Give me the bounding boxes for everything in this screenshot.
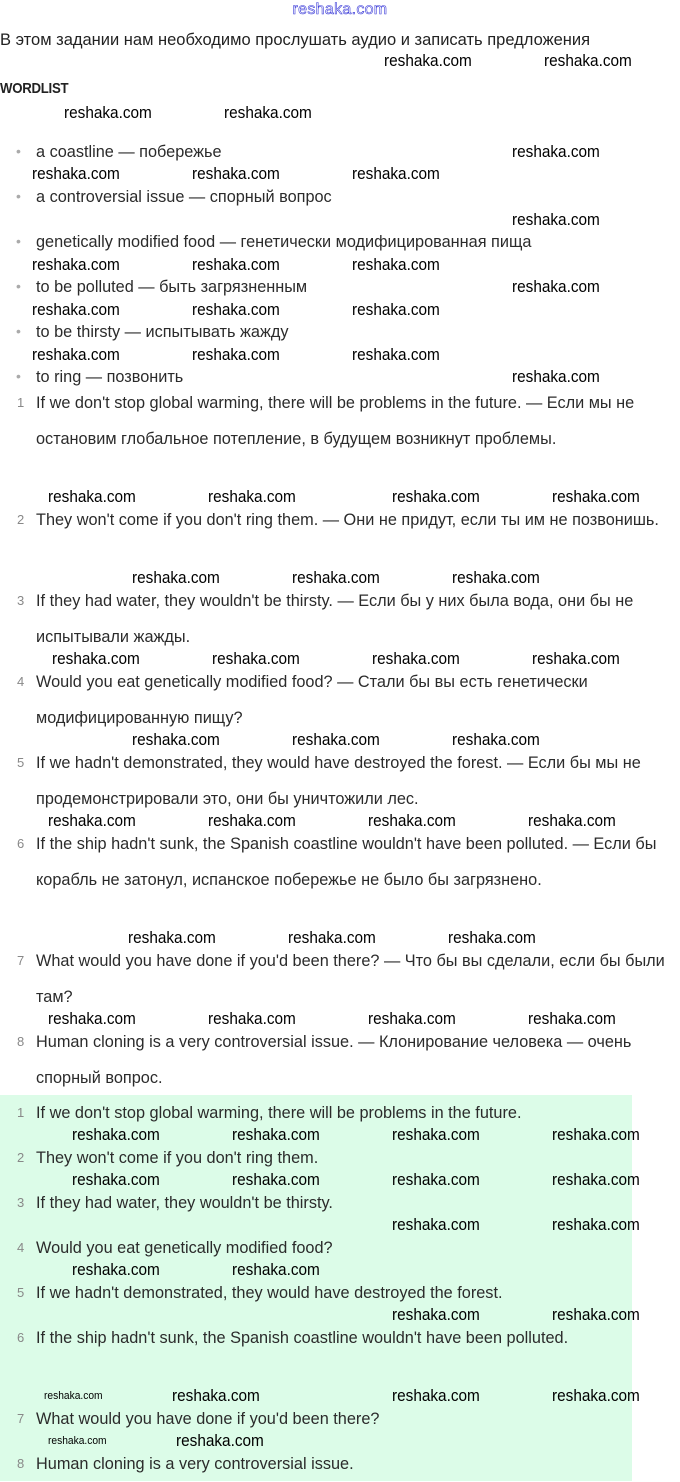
watermark-text: reshaka.com [552, 488, 640, 506]
item-number: 2 [17, 1150, 25, 1165]
watermark-text: reshaka.com [512, 278, 600, 296]
watermark-text: reshaka.com [552, 1171, 640, 1189]
answer-item: Would you eat genetically modified food? [36, 1239, 333, 1257]
item-number: 5 [17, 755, 25, 770]
watermark-text: reshaka.com [552, 1306, 640, 1324]
answer-item: If they had water, they wouldn't be thirsty. [36, 1194, 333, 1212]
watermark-text: reshaka.com [552, 1216, 640, 1234]
watermark-text: reshaka.com [532, 650, 620, 668]
translation-item: Would you eat genetically modified food? — Стали бы вы есть генетически модифицированную пищу? [36, 673, 588, 727]
watermark-text: reshaka.com [392, 1216, 480, 1234]
bullet-icon: • [16, 278, 21, 294]
watermark-text: reshaka.com [392, 1171, 480, 1189]
item-number: 1 [17, 1105, 25, 1120]
watermark-text: reshaka.com [352, 165, 440, 183]
watermark-text: reshaka.com [48, 1435, 107, 1447]
item-number: 3 [17, 593, 25, 608]
watermark-text: reshaka.com [352, 256, 440, 274]
answer-item: If we don't stop global warming, there will be problems in the future. [36, 1104, 522, 1122]
watermark-text: reshaka.com [72, 1261, 160, 1279]
watermark-text: reshaka.com [552, 1126, 640, 1144]
watermark-text: reshaka.com [192, 256, 280, 274]
item-number: 6 [17, 1330, 25, 1345]
watermark-text: reshaka.com [292, 731, 380, 749]
watermark-text: reshaka.com [544, 52, 632, 70]
watermark-text: reshaka.com [512, 211, 600, 229]
item-number: 8 [17, 1034, 25, 1049]
watermark-text: reshaka.com [192, 301, 280, 319]
answer-item: Human cloning is a very controversial issue. [36, 1455, 354, 1473]
watermark-text: reshaka.com [32, 256, 120, 274]
watermark-text: reshaka.com [392, 1306, 480, 1324]
watermark-text: reshaka.com [52, 650, 140, 668]
watermark-text: reshaka.com [192, 346, 280, 364]
watermark-text: reshaka.com [208, 488, 296, 506]
watermark-text: reshaka.com [32, 346, 120, 364]
translation-item: If we hadn't demonstrated, they would have destroyed the forest. — Если бы мы не продемонстрировали это, они бы уничтожили лес. [36, 754, 641, 808]
watermark-text: reshaka.com [384, 52, 472, 70]
watermark-text: reshaka.com [212, 650, 300, 668]
watermark-text: reshaka.com [368, 1010, 456, 1028]
watermark-text: reshaka.com [48, 1010, 136, 1028]
watermark-text: reshaka.com [512, 143, 600, 161]
watermark-text: reshaka.com [72, 1171, 160, 1189]
wordlist-item: a coastline — побережье [36, 143, 222, 161]
watermark-text: reshaka.com [372, 650, 460, 668]
wordlist-heading: WORDLIST [0, 80, 69, 97]
watermark-text: reshaka.com [208, 812, 296, 830]
translation-item: If the ship hadn't sunk, the Spanish coastline wouldn't have been polluted. — Если бы корабль не затонул, испанское побережье не было бы загрязнено. [36, 835, 657, 889]
item-number: 7 [17, 953, 25, 968]
bullet-icon: • [16, 323, 21, 339]
watermark-text: reshaka.com [292, 569, 380, 587]
watermark-text: reshaka.com [176, 1432, 264, 1450]
wordlist-item: a controversial issue — спорный вопрос [36, 188, 332, 206]
watermark-text: reshaka.com [48, 812, 136, 830]
watermark-text: reshaka.com [512, 368, 600, 386]
item-number: 3 [17, 1195, 25, 1210]
bullet-icon: • [16, 188, 21, 204]
translation-item: If they had water, they wouldn't be thirsty. — Если бы у них была вода, они бы не испытывали жажды. [36, 592, 634, 646]
answer-item: What would you have done if you'd been there? [36, 1410, 380, 1428]
wordlist-item: to ring — позвонить [36, 368, 184, 386]
watermark-text: reshaka.com [552, 1387, 640, 1405]
wordlist-item: to be polluted — быть загрязненным [36, 278, 308, 296]
item-number: 5 [17, 1285, 25, 1300]
watermark-text: reshaka.com [232, 1261, 320, 1279]
watermark-text: reshaka.com [352, 301, 440, 319]
watermark-text: reshaka.com [452, 731, 540, 749]
answer-item: They won't come if you don't ring them. [36, 1149, 319, 1167]
answer-item: If we hadn't demonstrated, they would have destroyed the forest. [36, 1284, 503, 1302]
item-number: 6 [17, 836, 25, 851]
watermark-text: reshaka.com [172, 1387, 260, 1405]
wordlist-item: to be thirsty — испытывать жажду [36, 323, 289, 341]
wordlist-item: genetically modified food — генетически модифицированная пища [36, 233, 532, 251]
item-number: 4 [17, 674, 25, 689]
watermark-text: reshaka.com [192, 165, 280, 183]
watermark-text: reshaka.com [288, 929, 376, 947]
item-number: 7 [17, 1411, 25, 1426]
watermark-text: reshaka.com [128, 929, 216, 947]
watermark-text: reshaka.com [392, 1126, 480, 1144]
translation-item: They won't come if you don't ring them. — Они не придут, если ты им не позвонишь. [36, 511, 659, 529]
watermark-text: reshaka.com [132, 569, 220, 587]
item-number: 1 [17, 395, 25, 410]
item-number: 4 [17, 1240, 25, 1255]
watermark-text: reshaka.com [208, 1010, 296, 1028]
watermark-text: reshaka.com [528, 1010, 616, 1028]
answer-item: If the ship hadn't sunk, the Spanish coastline wouldn't have been polluted. [36, 1329, 569, 1347]
watermark-text: reshaka.com [528, 812, 616, 830]
watermark-text: reshaka.com [72, 1126, 160, 1144]
watermark-text: reshaka.com [232, 1126, 320, 1144]
watermark-text: reshaka.com [48, 488, 136, 506]
watermark-text: reshaka.com [448, 929, 536, 947]
watermark-text: reshaka.com [224, 104, 312, 122]
watermark-text: reshaka.com [64, 104, 152, 122]
watermark-text: reshaka.com [32, 301, 120, 319]
translation-item: If we don't stop global warming, there will be problems in the future. — Если мы не остановим глобальное потепление, в будущем возникнут проблемы. [36, 394, 635, 448]
watermark-text: reshaka.com [232, 1171, 320, 1189]
translation-item: What would you have done if you'd been there? — Что бы вы сделали, если бы были там? [36, 952, 665, 1006]
watermark-text: reshaka.com [132, 731, 220, 749]
watermark-text: reshaka.com [368, 812, 456, 830]
watermark-text: reshaka.com [452, 569, 540, 587]
task-intro: В этом задании нам необходимо прослушать аудио и записать предложения [0, 31, 591, 49]
watermark-text: reshaka.com [352, 346, 440, 364]
watermark-text: reshaka.com [44, 1390, 103, 1402]
watermark-text: reshaka.com [32, 165, 120, 183]
watermark-text: reshaka.com [392, 1387, 480, 1405]
item-number: 2 [17, 512, 25, 527]
translation-item: Human cloning is a very controversial issue. — Клонирование человека — очень спорный вопрос. [36, 1033, 632, 1087]
bullet-icon: • [16, 233, 21, 249]
bullet-icon: • [16, 143, 21, 159]
site-watermark-logo: reshaka.com [292, 1, 388, 18]
item-number: 8 [17, 1456, 25, 1471]
watermark-text: reshaka.com [392, 488, 480, 506]
bullet-icon: • [16, 368, 21, 384]
